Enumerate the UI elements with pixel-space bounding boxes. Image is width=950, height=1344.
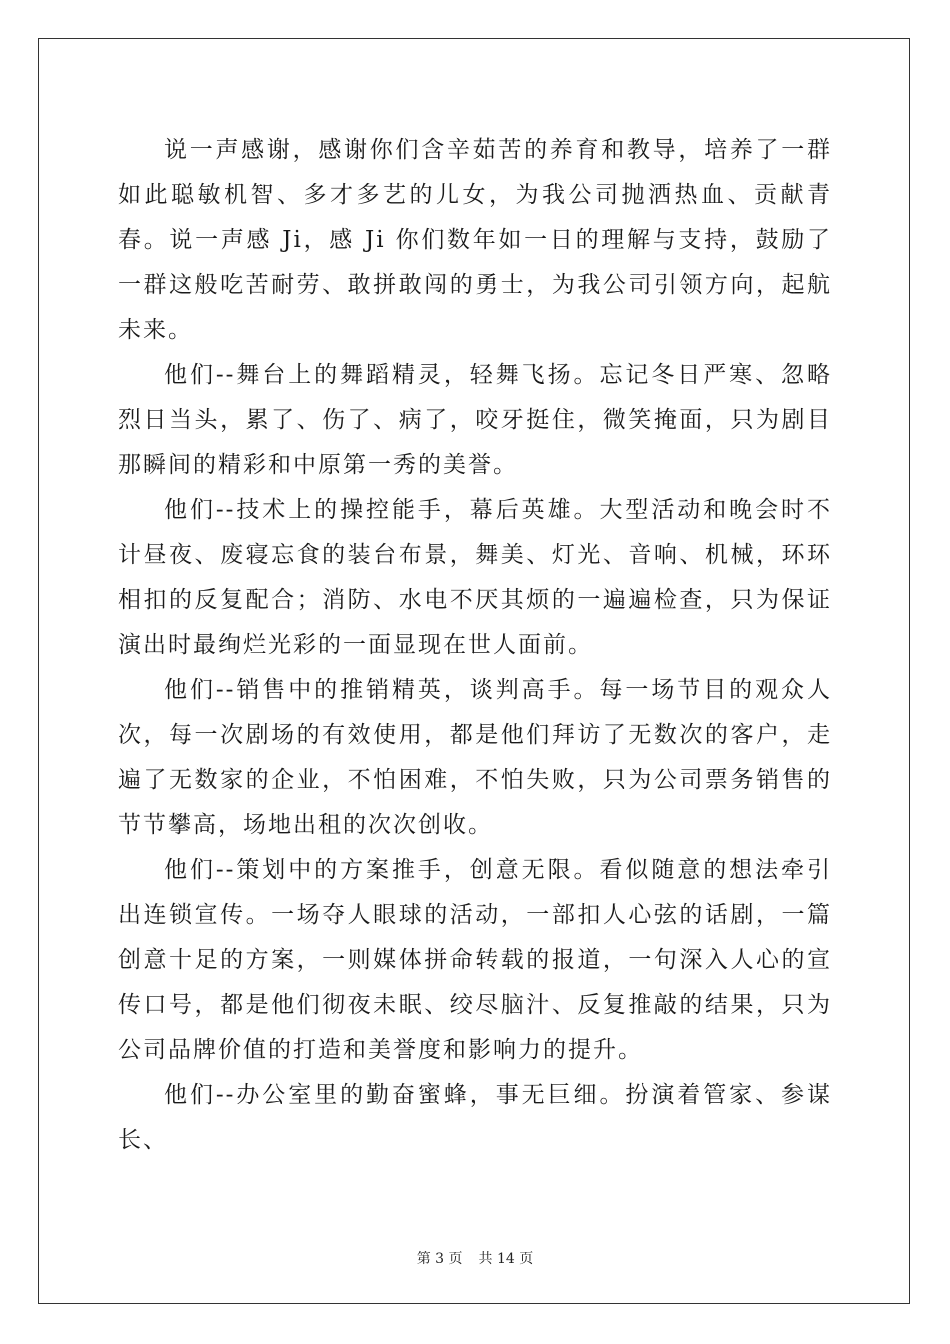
paragraph: 他们--销售中的推销精英，谈判高手。每一场节目的观众人次，每一次剧场的有效使用，都是他们拜访了无数次的客户，走遍了无数家的企业，不怕困难，不怕失败，只为公司票务销售的节节攀高，场地出租的次次创收。: [118, 677, 832, 838]
paragraph: 说一声感谢，感谢你们含辛茹苦的养育和教导，培养了一群如此聪敏机智、多才多艺的儿女，为我公司抛洒热血、贡献青春。说一声感 Ji，感 Ji 你们数年如一日的理解与支持，鼓励了一群这般吃苦耐劳、敢拼敢闯的勇士，为我公司引领方向，起航未来。: [118, 137, 832, 343]
total-pages: 共 14 页: [478, 1251, 534, 1267]
page-footer: [0, 1248, 950, 1268]
paragraph: 他们--办公室里的勤奋蜜蜂，事无巨细。扮演着管家、参谋长、: [118, 1082, 832, 1153]
paragraph: 他们--舞台上的舞蹈精灵，轻舞飞扬。忘记冬日严寒、忽略烈日当头，累了、伤了、病了，咬牙挺住，微笑掩面，只为剧目那瞬间的精彩和中原第一秀的美誉。: [118, 362, 832, 478]
page-number: 第 3 页: [416, 1251, 463, 1267]
paragraph: 他们--技术上的操控能手，幕后英雄。大型活动和晚会时不计昼夜、废寝忘食的装台布景，舞美、灯光、音响、机械，环环相扣的反复配合；消防、水电不厌其烦的一遍遍检查，只为保证演出时最绚烂光彩的一面显现在世人面前。: [118, 497, 832, 658]
document-body: [118, 128, 832, 1163]
paragraph: 他们--策划中的方案推手，创意无限。看似随意的想法牵引出连锁宣传。一场夺人眼球的活动，一部扣人心弦的话剧，一篇创意十足的方案，一则媒体拼命转载的报道，一句深入人心的宣传口号，都是他们彻夜未眠、绞尽脑汁、反复推敲的结果，只为公司品牌价值的打造和美誉度和影响力的提升。: [118, 857, 832, 1063]
